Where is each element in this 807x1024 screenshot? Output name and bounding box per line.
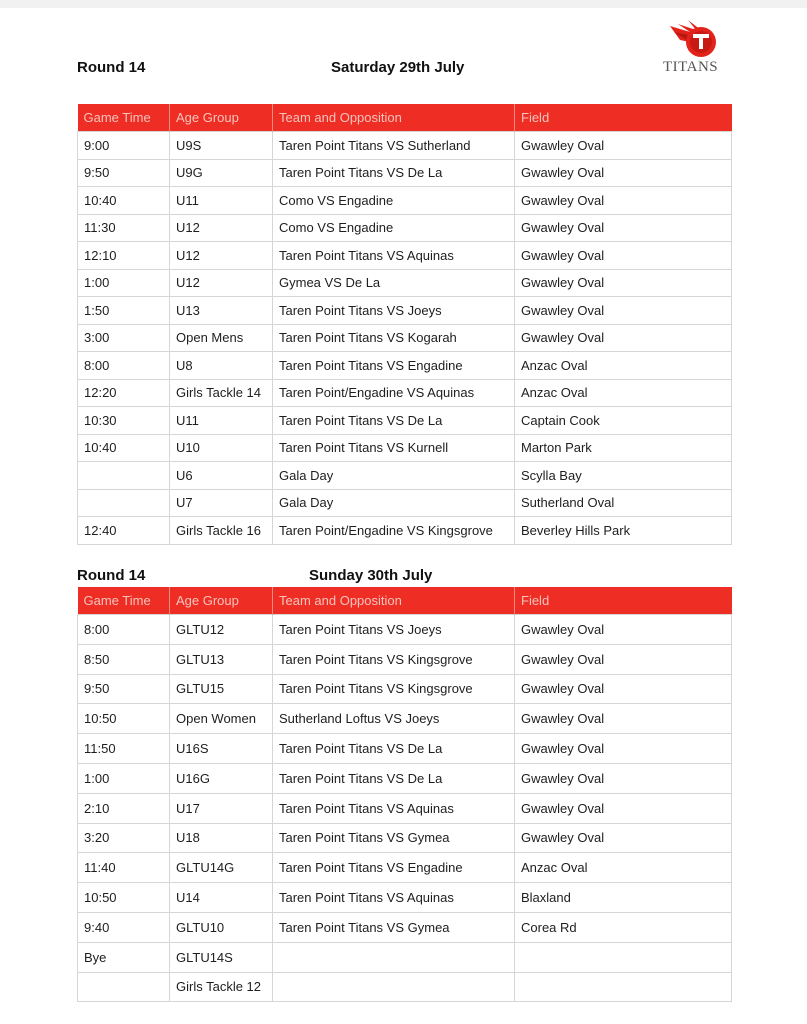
header-field: Field (515, 587, 732, 615)
table-row (78, 734, 732, 764)
cell-field: Gwawley Oval (515, 297, 732, 325)
cell-age-group: Girls Tackle 16 (170, 517, 273, 545)
cell-game-time (78, 462, 170, 490)
table-row (78, 853, 732, 883)
cell-game-time (78, 489, 170, 517)
cell-age-group: U6 (170, 462, 273, 490)
table-row (78, 462, 732, 490)
cell-field: Captain Cook (515, 407, 732, 435)
cell-game-time: 1:00 (78, 269, 170, 297)
cell-game-time: 12:20 (78, 379, 170, 407)
cell-field: Gwawley Oval (515, 242, 732, 270)
cell-age-group: U11 (170, 407, 273, 435)
cell-team-opposition: Taren Point Titans VS Joeys (273, 615, 515, 645)
table-row (78, 942, 732, 972)
cell-field: Gwawley Oval (515, 615, 732, 645)
table-row (78, 793, 732, 823)
table-row (78, 823, 732, 853)
sunday-date: Sunday 30th July (309, 567, 433, 584)
table-row (78, 644, 732, 674)
cell-age-group: U16S (170, 734, 273, 764)
sunday-rows (78, 615, 732, 1002)
cell-game-time: 3:20 (78, 823, 170, 853)
table-row (78, 674, 732, 704)
cell-field: Sutherland Oval (515, 489, 732, 517)
table-row (78, 324, 732, 352)
cell-game-time: 9:00 (78, 132, 170, 160)
header-team-opposition: Team and Opposition (273, 104, 515, 132)
table-row (78, 972, 732, 1002)
cell-team-opposition: Taren Point Titans VS Gymea (273, 823, 515, 853)
cell-team-opposition: Gala Day (273, 462, 515, 490)
header-field: Field (515, 104, 732, 132)
header-game-time: Game Time (78, 104, 170, 132)
table-row (78, 159, 732, 187)
cell-team-opposition: Como VS Engadine (273, 187, 515, 215)
cell-field: Gwawley Oval (515, 132, 732, 160)
header-age-group: Age Group (170, 104, 273, 132)
cell-age-group: U12 (170, 214, 273, 242)
cell-field: Gwawley Oval (515, 324, 732, 352)
cell-age-group: U18 (170, 823, 273, 853)
cell-field: Gwawley Oval (515, 187, 732, 215)
cell-team-opposition (273, 972, 515, 1002)
sunday-round-label: Round 14 (77, 567, 146, 584)
cell-age-group: U9S (170, 132, 273, 160)
cell-team-opposition: Como VS Engadine (273, 214, 515, 242)
saturday-fixtures-table (77, 104, 732, 545)
cell-field: Anzac Oval (515, 379, 732, 407)
cell-game-time: 12:10 (78, 242, 170, 270)
table-row (78, 269, 732, 297)
cell-field: Gwawley Oval (515, 704, 732, 734)
cell-team-opposition: Taren Point Titans VS Kogarah (273, 324, 515, 352)
cell-field: Gwawley Oval (515, 763, 732, 793)
table-row (78, 352, 732, 380)
cell-game-time: 10:30 (78, 407, 170, 435)
cell-age-group: U16G (170, 763, 273, 793)
cell-team-opposition: Taren Point Titans VS Gymea (273, 912, 515, 942)
table-row (78, 379, 732, 407)
saturday-rows (78, 132, 732, 545)
cell-game-time: Bye (78, 942, 170, 972)
cell-age-group: Open Mens (170, 324, 273, 352)
cell-game-time: 10:40 (78, 187, 170, 215)
cell-age-group: Girls Tackle 12 (170, 972, 273, 1002)
cell-field: Corea Rd (515, 912, 732, 942)
cell-team-opposition: Taren Point/Engadine VS Kingsgrove (273, 517, 515, 545)
cell-team-opposition: Sutherland Loftus VS Joeys (273, 704, 515, 734)
cell-age-group: U11 (170, 187, 273, 215)
cell-age-group: U10 (170, 434, 273, 462)
cell-age-group: U14 (170, 883, 273, 913)
table-row (78, 297, 732, 325)
cell-game-time: 8:00 (78, 352, 170, 380)
table-row (78, 489, 732, 517)
cell-field: Gwawley Oval (515, 823, 732, 853)
cell-field: Anzac Oval (515, 352, 732, 380)
cell-game-time: 1:00 (78, 763, 170, 793)
cell-age-group: U7 (170, 489, 273, 517)
cell-field (515, 942, 732, 972)
cell-field (515, 972, 732, 1002)
table-row (78, 242, 732, 270)
cell-field: Gwawley Oval (515, 644, 732, 674)
table-row (78, 132, 732, 160)
cell-team-opposition: Taren Point Titans VS Aquinas (273, 242, 515, 270)
header-game-time: Game Time (78, 587, 170, 615)
table-header-row (78, 104, 732, 132)
cell-age-group: U12 (170, 269, 273, 297)
table-row (78, 883, 732, 913)
cell-game-time: 8:50 (78, 644, 170, 674)
cell-team-opposition: Taren Point Titans VS De La (273, 763, 515, 793)
table-row (78, 912, 732, 942)
cell-game-time: 10:50 (78, 704, 170, 734)
sunday-fixtures-table (77, 587, 732, 1002)
cell-game-time: 8:00 (78, 615, 170, 645)
cell-team-opposition: Gala Day (273, 489, 515, 517)
cell-team-opposition (273, 942, 515, 972)
cell-team-opposition: Taren Point Titans VS De La (273, 159, 515, 187)
cell-field: Blaxland (515, 883, 732, 913)
cell-team-opposition: Taren Point Titans VS Aquinas (273, 883, 515, 913)
cell-age-group: Open Women (170, 704, 273, 734)
cell-age-group: GLTU12 (170, 615, 273, 645)
cell-team-opposition: Taren Point Titans VS Joeys (273, 297, 515, 325)
cell-field: Scylla Bay (515, 462, 732, 490)
table-header-row (78, 587, 732, 615)
cell-game-time: 11:30 (78, 214, 170, 242)
cell-game-time: 3:00 (78, 324, 170, 352)
cell-age-group: U17 (170, 793, 273, 823)
table-row (78, 763, 732, 793)
cell-game-time: 10:50 (78, 883, 170, 913)
saturday-round-label: Round 14 (77, 59, 146, 76)
cell-game-time: 9:50 (78, 159, 170, 187)
header-age-group: Age Group (170, 587, 273, 615)
cell-age-group: U8 (170, 352, 273, 380)
cell-age-group: GLTU10 (170, 912, 273, 942)
cell-age-group: U12 (170, 242, 273, 270)
cell-team-opposition: Taren Point Titans VS Aquinas (273, 793, 515, 823)
cell-field: Gwawley Oval (515, 269, 732, 297)
cell-field: Beverley Hills Park (515, 517, 732, 545)
cell-field: Gwawley Oval (515, 734, 732, 764)
titans-logo-text: TITANS (663, 59, 719, 75)
cell-team-opposition: Gymea VS De La (273, 269, 515, 297)
cell-game-time: 10:40 (78, 434, 170, 462)
cell-game-time: 12:40 (78, 517, 170, 545)
top-bar (0, 0, 807, 8)
cell-field: Gwawley Oval (515, 674, 732, 704)
cell-field: Gwawley Oval (515, 214, 732, 242)
cell-field: Marton Park (515, 434, 732, 462)
saturday-date: Saturday 29th July (331, 59, 465, 76)
cell-game-time: 11:50 (78, 734, 170, 764)
cell-team-opposition: Taren Point Titans VS Kingsgrove (273, 674, 515, 704)
table-row (78, 517, 732, 545)
cell-age-group: U9G (170, 159, 273, 187)
cell-game-time: 9:40 (78, 912, 170, 942)
cell-team-opposition: Taren Point Titans VS Kingsgrove (273, 644, 515, 674)
cell-team-opposition: Taren Point Titans VS Engadine (273, 853, 515, 883)
cell-team-opposition: Taren Point/Engadine VS Aquinas (273, 379, 515, 407)
table-row (78, 214, 732, 242)
cell-field: Anzac Oval (515, 853, 732, 883)
cell-field: Gwawley Oval (515, 159, 732, 187)
cell-team-opposition: Taren Point Titans VS Kurnell (273, 434, 515, 462)
cell-age-group: GLTU13 (170, 644, 273, 674)
cell-age-group: Girls Tackle 14 (170, 379, 273, 407)
table-row (78, 187, 732, 215)
cell-game-time: 1:50 (78, 297, 170, 325)
cell-game-time (78, 972, 170, 1002)
table-row (78, 434, 732, 462)
cell-team-opposition: Taren Point Titans VS De La (273, 734, 515, 764)
cell-age-group: GLTU14G (170, 853, 273, 883)
cell-team-opposition: Taren Point Titans VS De La (273, 407, 515, 435)
table-row (78, 407, 732, 435)
cell-age-group: U13 (170, 297, 273, 325)
cell-team-opposition: Taren Point Titans VS Sutherland (273, 132, 515, 160)
table-row (78, 615, 732, 645)
table-row (78, 704, 732, 734)
cell-age-group: GLTU14S (170, 942, 273, 972)
cell-game-time: 9:50 (78, 674, 170, 704)
cell-game-time: 11:40 (78, 853, 170, 883)
header-team-opposition: Team and Opposition (273, 587, 515, 615)
cell-field: Gwawley Oval (515, 793, 732, 823)
cell-team-opposition: Taren Point Titans VS Engadine (273, 352, 515, 380)
cell-game-time: 2:10 (78, 793, 170, 823)
cell-age-group: GLTU15 (170, 674, 273, 704)
